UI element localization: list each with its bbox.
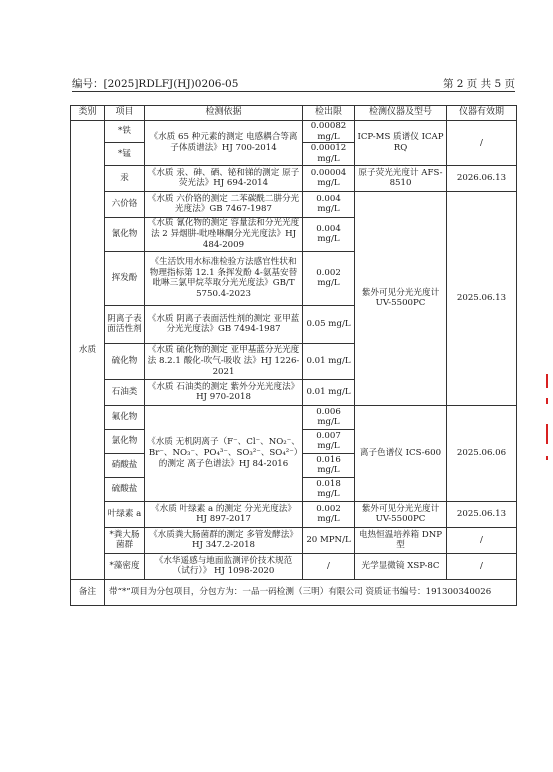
limit-cell: 0.01 mg/L: [303, 343, 355, 379]
limit-cell: 0.01 mg/L: [303, 379, 355, 405]
col-category: 类别: [71, 106, 105, 121]
instrument-cell: 离子色谱仪 ICS-600: [355, 405, 447, 501]
note-text: 带“*”项目为分包项目，分包方为：一品一码检测（三明）有限公司 资质证书编号：191300340026: [105, 579, 517, 605]
table-row: [71, 527, 517, 553]
item-cell: 石油类: [105, 379, 145, 405]
item-cell: *铁: [105, 121, 145, 143]
basis-cell: 《生活饮用水标准检验方法感官性状和物理指标第 12.1 条挥发酚 4-氨基安替吡啉三氯甲烷萃取分光光度法》GB/T 5750.4-2023: [145, 251, 303, 305]
item-cell: 氰化物: [105, 217, 145, 251]
limit-cell: 0.004 mg/L: [303, 217, 355, 251]
limit-cell: 0.05 mg/L: [303, 305, 355, 343]
note-row: [71, 579, 517, 605]
item-cell: *粪大肠菌群: [105, 527, 145, 553]
table-row: [71, 501, 517, 527]
table-row: [71, 165, 517, 191]
instrument-cell: 电热恒温培养箱 DNP 型: [355, 527, 447, 553]
validity-cell: 2026.06.13: [447, 165, 517, 191]
item-cell: *藻密度: [105, 553, 145, 579]
basis-cell: 《水质 阴离子表面活性剂的测定 亚甲蓝分光光度法》GB 7494-1987: [145, 305, 303, 343]
item-cell: 挥发酚: [105, 251, 145, 305]
col-validity: 仪器有效期: [447, 106, 517, 121]
instrument-cell: ICP-MS 质谱仪 ICAP RQ: [355, 121, 447, 166]
instrument-cell: 紫外可见分光光度计 UV-5500PC: [355, 501, 447, 527]
limit-cell: 0.002 mg/L: [303, 251, 355, 305]
basis-cell: 《水质 叶绿素 a 的测定 分光光度法》HJ 897-2017: [145, 501, 303, 527]
page-header: [72, 76, 515, 91]
item-cell: 阴离子表面活性剂: [105, 305, 145, 343]
instrument-cell: 原子荧光光度计 AFS-8510: [355, 165, 447, 191]
validity-cell: /: [447, 527, 517, 553]
limit-cell: 0.00012 mg/L: [303, 143, 355, 165]
limit-cell: 0.018 mg/L: [303, 477, 355, 501]
col-basis: 检测依据: [145, 106, 303, 121]
table-header-row: [71, 106, 517, 121]
col-item: 项目: [105, 106, 145, 121]
item-cell: *锰: [105, 143, 145, 165]
basis-cell: 《水质 氰化物的测定 容量法和分光光度法 2 异烟肼-吡唑啉酮分光光度法》HJ 484-2009: [145, 217, 303, 251]
limit-cell: 0.00082 mg/L: [303, 121, 355, 143]
basis-cell: 《水质粪大肠菌群的测定 多管发酵法》HJ 347.2-2018: [145, 527, 303, 553]
test-basis-table: [70, 105, 517, 606]
validity-cell: 2025.06.13: [447, 501, 517, 527]
item-cell: 汞: [105, 165, 145, 191]
basis-cell: 《水质 硫化物的测定 亚甲基蓝分光光度法 8.2.1 酸化-吹气-吸收 法》HJ 1226-2021: [145, 343, 303, 379]
limit-cell: /: [303, 553, 355, 579]
table-row: [71, 553, 517, 579]
basis-cell: 《水质 汞、砷、硒、铋和锑的测定 原子荧光法》HJ 694-2014: [145, 165, 303, 191]
table-row: [71, 191, 517, 217]
item-cell: 硝酸盐: [105, 453, 145, 477]
instrument-cell: 紫外可见分光光度计 UV-5500PC: [355, 191, 447, 405]
item-cell: 叶绿素 a: [105, 501, 145, 527]
limit-cell: 0.00004 mg/L: [303, 165, 355, 191]
limit-cell: 0.006 mg/L: [303, 405, 355, 429]
validity-cell: 2025.06.13: [447, 191, 517, 405]
col-instrument: 检测仪器及型号: [355, 106, 447, 121]
limit-cell: 0.016 mg/L: [303, 453, 355, 477]
seal-edge-mark: [546, 398, 548, 404]
table-row: [71, 405, 517, 429]
basis-cell: 《水质 六价铬的测定 二苯碳酰二肼分光光度法》GB 7467-1987: [145, 191, 303, 217]
table-row: [71, 121, 517, 143]
validity-cell: /: [447, 121, 517, 166]
limit-cell: 0.007 mg/L: [303, 429, 355, 453]
basis-cell: 《水质 65 种元素的测定 电感耦合等离子体质谱法》HJ 700-2014: [145, 121, 303, 166]
header-rule: [72, 91, 515, 92]
report-number: 编号：[2025]RDLFJ(HJ)0206-05: [72, 78, 239, 90]
page-indicator: 第 2 页 共 5 页: [442, 78, 515, 90]
limit-cell: 0.002 mg/L: [303, 501, 355, 527]
item-cell: 六价铬: [105, 191, 145, 217]
basis-cell: 《水质 石油类的测定 紫外分光光度法》HJ 970-2018: [145, 379, 303, 405]
validity-cell: 2025.06.06: [447, 405, 517, 501]
col-limit: 检出限: [303, 106, 355, 121]
validity-cell: /: [447, 553, 517, 579]
limit-cell: 20 MPN/L: [303, 527, 355, 553]
item-cell: 硫酸盐: [105, 477, 145, 501]
item-cell: 硫化物: [105, 343, 145, 379]
category-cell: 水质: [71, 121, 105, 580]
item-cell: 氯化物: [105, 429, 145, 453]
basis-cell: 《水华遥感与地面监测评价技术规范（试行）》 HJ 1098-2020: [145, 553, 303, 579]
basis-cell: 《水质 无机阴离子（F⁻、Cl⁻、NO₂⁻、Br⁻、NO₃⁻、PO₄³⁻、SO₃²⁻、SO₄²⁻）的测定 离子色谱法》HJ 84-2016: [145, 405, 303, 501]
limit-cell: 0.004 mg/L: [303, 191, 355, 217]
seal-edge-mark: [546, 424, 548, 444]
instrument-cell: 光学显微镜 XSP-8C: [355, 553, 447, 579]
seal-edge-mark: [546, 374, 548, 388]
item-cell: 氟化物: [105, 405, 145, 429]
note-label: 备注: [71, 579, 105, 605]
seal-edge-mark: [546, 456, 548, 460]
